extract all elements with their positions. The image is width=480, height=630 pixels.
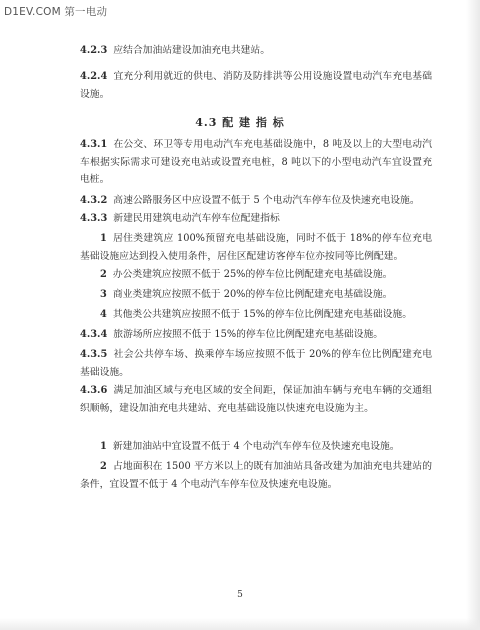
- item-number: 2: [100, 461, 107, 472]
- clause-4-2-4: [80, 68, 432, 103]
- item-number: 3: [100, 289, 107, 300]
- clause-number: 4.2.3: [80, 45, 108, 56]
- item-number: 1: [100, 233, 107, 244]
- list-item: [80, 458, 432, 493]
- clause-4-3-6: [80, 382, 432, 417]
- clause-4-3-1: [80, 136, 432, 189]
- clause-4-3-2: [80, 192, 432, 210]
- item-text: 其他类公共建筑应按照不低于 15%的停车位比例配建充电基础设施。: [112, 309, 413, 320]
- clause-4-3-5: [80, 346, 432, 381]
- item-number: 1: [100, 441, 107, 452]
- page-bottom-shadow: [0, 618, 480, 630]
- clause-number: 4.3.1: [80, 139, 108, 150]
- list-item: [80, 230, 432, 265]
- item-number: 4: [100, 309, 107, 320]
- clause-text: 应结合加油站建设加油充电共建站。: [113, 45, 271, 56]
- clause-4-3-4: [80, 326, 432, 344]
- item-text: 办公类建筑应按照不低于 25%的停车位比例配建充电基础设施。: [112, 269, 393, 280]
- list-item: [80, 306, 432, 324]
- clause-number: 4.3.6: [80, 385, 108, 396]
- list-item: [80, 438, 432, 456]
- item-text: 新建加油站中宜设置不低于 4 个电动汽车停车位及快速充电设施。: [112, 441, 400, 452]
- clause-text: 高速公路服务区中应设置不低于 5 个电动汽车停车位及快速充电设施。: [113, 195, 420, 206]
- clause-number: 4.2.4: [80, 71, 108, 82]
- page-edge-shadow: [466, 0, 480, 630]
- clause-number: 4.3.4: [80, 329, 108, 340]
- clause-text: 宜充分利用就近的供电、消防及防排洪等公用设施设置电动汽车充电基础设施。: [80, 71, 432, 100]
- clause-number: 4.3.2: [80, 195, 108, 206]
- clause-text: 社会公共停车场、换乘停车场应按照不低于 20%的停车位比例配建充电基础设施。: [80, 349, 432, 378]
- clause-text: 在公交、环卫等专用电动汽车充电基础设施中，8 吨及以上的大型电动汽车根据实际需求可建设充电站或设置充电桩，8 吨以下的小型电动汽车宜设置充电桩。: [80, 139, 432, 185]
- item-text: 居住类建筑应 100%预留充电基础设施，同时不低于 18%的停车位充电基础设施应达到投入使用条件，居住区配建访客停车位亦按同等比例配建。: [80, 233, 432, 262]
- clause-text: 满足加油区域与充电区域的安全间距，保证加油车辆与充电车辆的交通组织顺畅，建设加油充电共建站、充电基础设施以快速充电设施为主。: [80, 385, 432, 414]
- item-text: 商业类建筑应按照不低于 20%的停车位比例配建充电基础设施。: [112, 289, 393, 300]
- clause-4-2-3: [80, 42, 432, 60]
- clause-number: 4.3.3: [80, 213, 108, 224]
- list-item: [80, 286, 432, 304]
- site-watermark: D1EV.COM 第一电动: [4, 6, 108, 18]
- item-text: 占地面积在 1500 平方米以上的既有加油站具备改建为加油充电共建站的条件，宜设置不低于 4 个电动汽车停车位及快速充电设施。: [80, 461, 432, 490]
- clause-text: 旅游场所应按照不低于 15%的停车位比例配建充电基础设施。: [113, 329, 384, 340]
- section-title: 4.3 配 建 指 标: [195, 116, 285, 129]
- list-item: [80, 266, 432, 284]
- clause-text: 新建民用建筑电动汽车停车位配建指标: [113, 213, 280, 224]
- item-number: 2: [100, 269, 107, 280]
- clause-4-3-3: [80, 210, 432, 228]
- page-number: 5: [237, 590, 243, 600]
- clause-number: 4.3.5: [80, 349, 108, 360]
